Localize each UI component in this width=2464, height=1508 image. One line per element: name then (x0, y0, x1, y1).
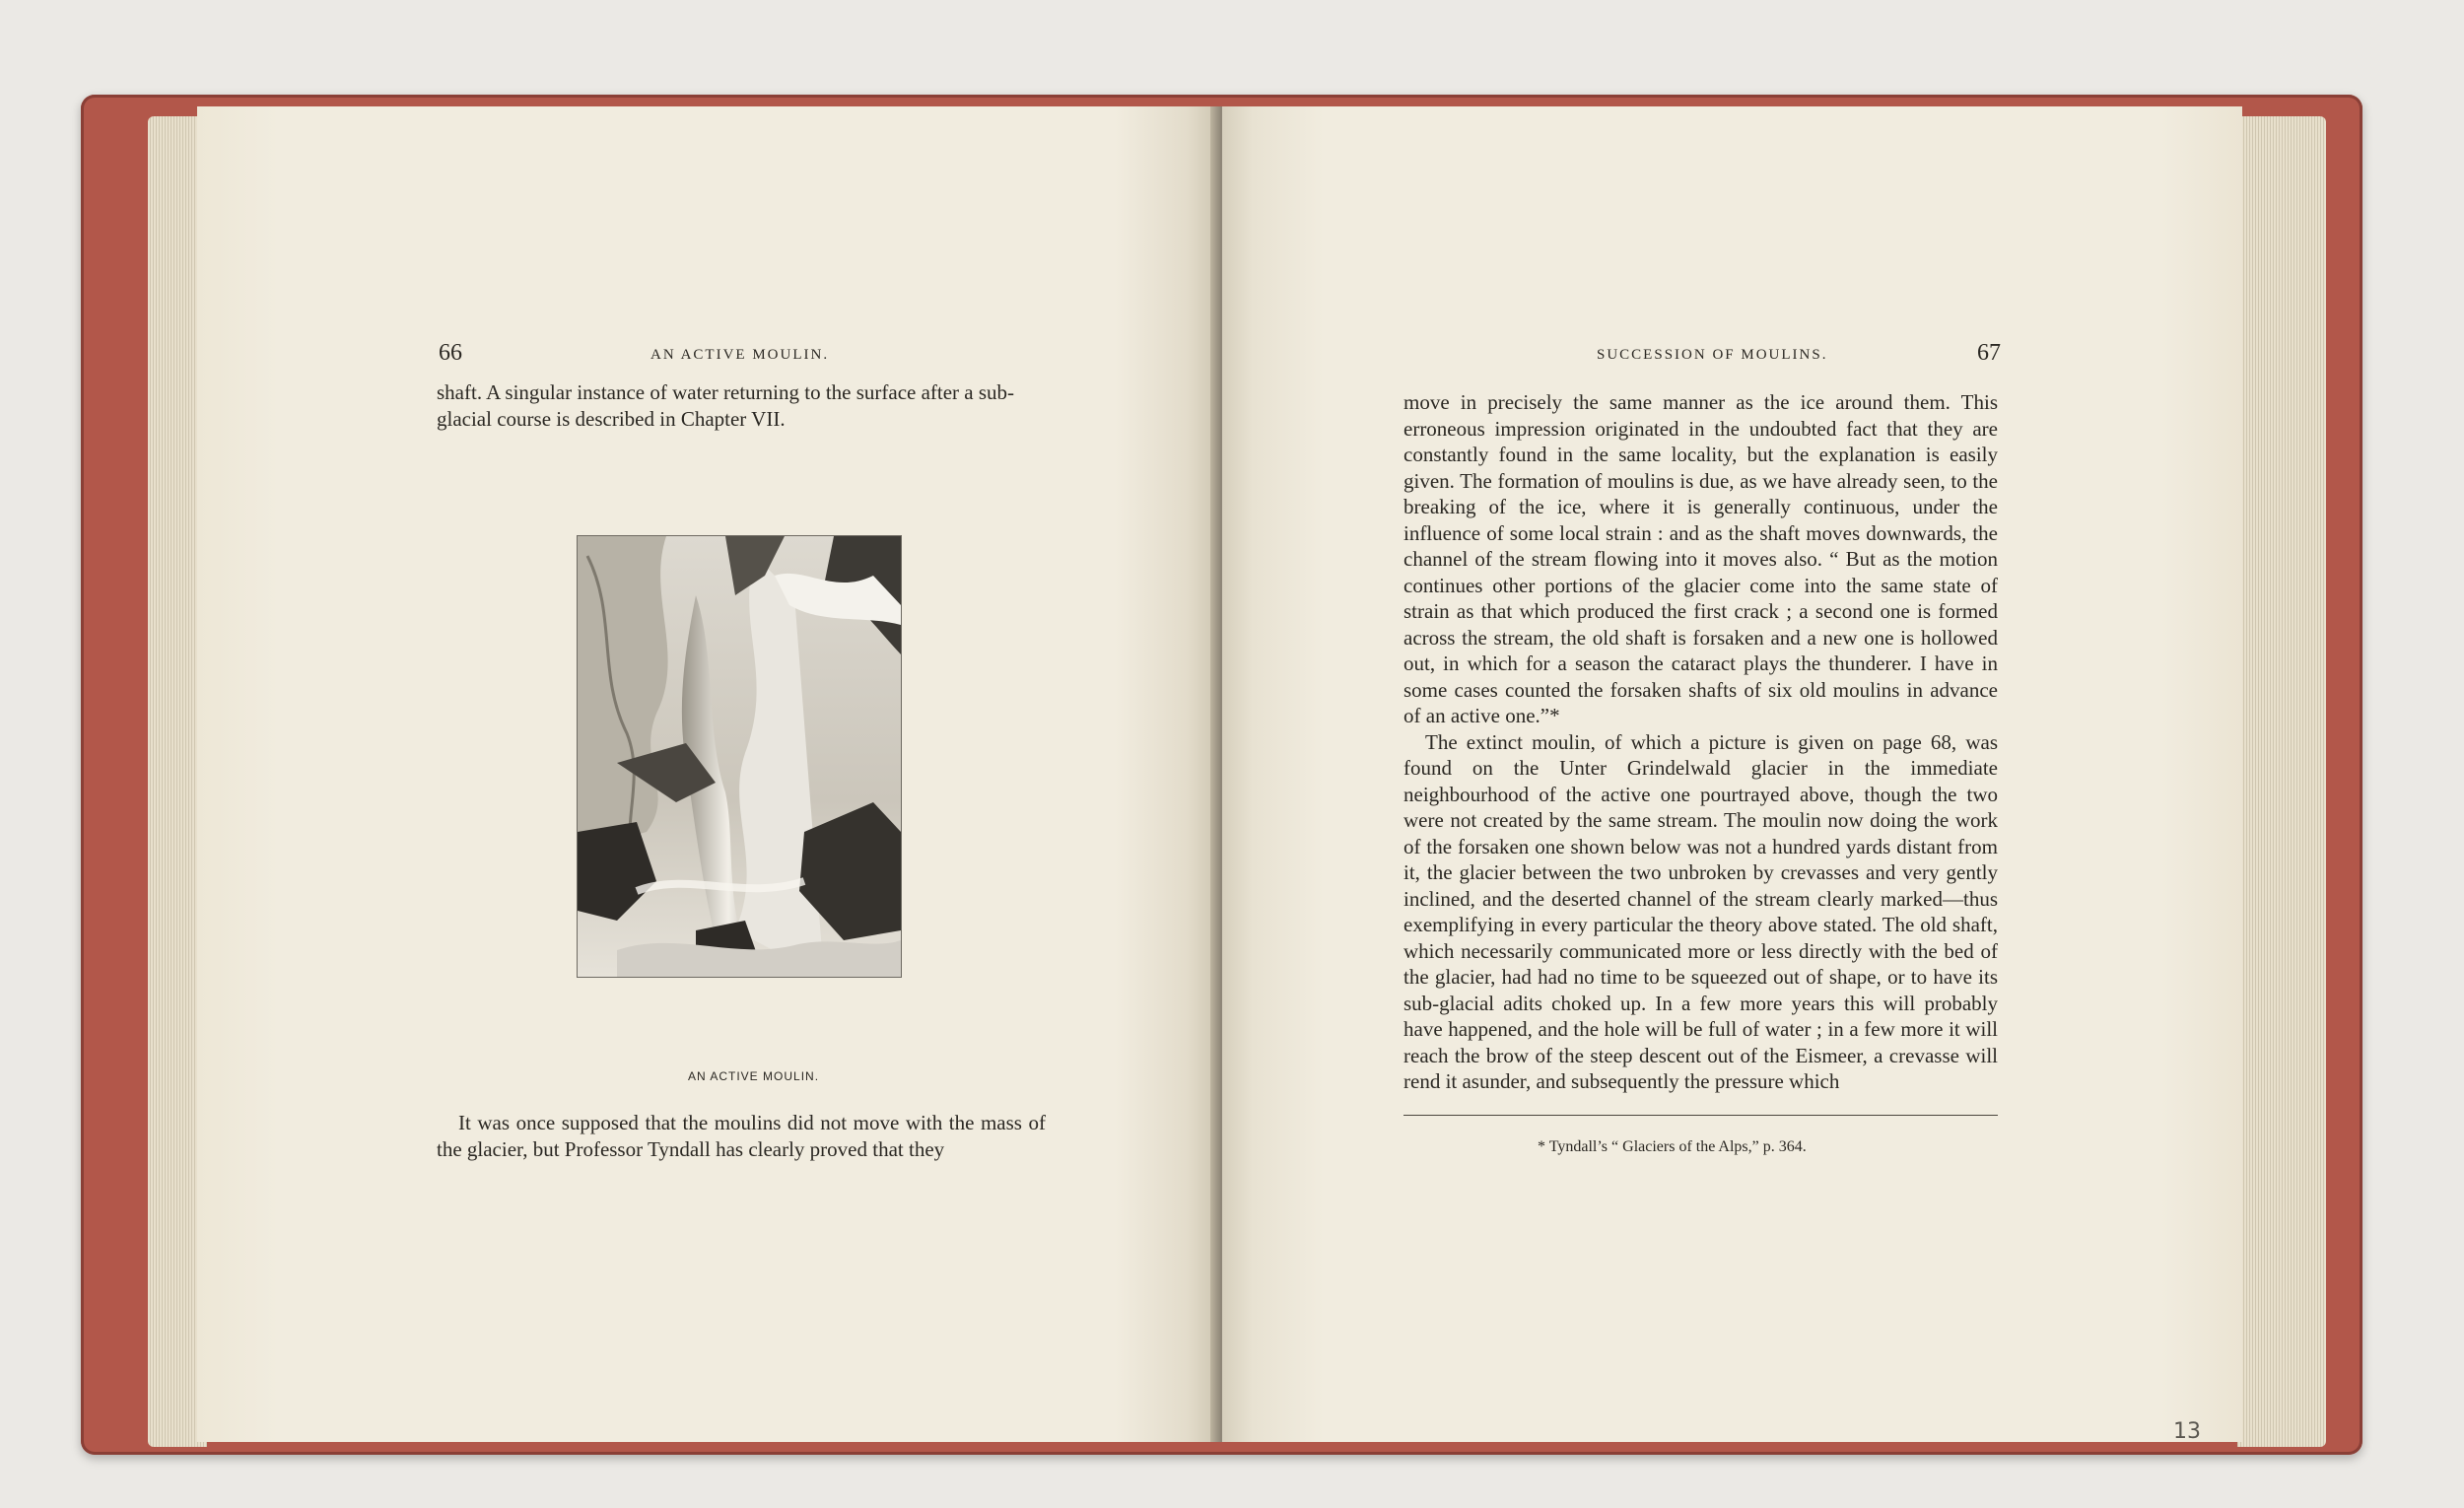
left-paragraph-bottom: It was once supposed that the moulins did not move with the mass of the glacier, but Professor Tyndall has clearly proved that they (437, 1111, 1046, 1161)
moulin-photograph (577, 535, 902, 978)
footnote: * Tyndall’s “ Glaciers of the Alps,” p. 364. (1538, 1138, 1807, 1155)
photo-caption: AN ACTIVE MOULIN. (688, 1069, 820, 1083)
right-text-block (1403, 389, 1998, 1095)
footnote-rule (1403, 1115, 1998, 1116)
left-running-head: AN ACTIVE MOULIN. (650, 347, 830, 363)
right-paragraph-2: The extinct moulin, of which a picture is given on page 68, was found on the Unter Grindelwald glacier in the immediate neighbourhood of the active one pourtrayed above, though the two were not created by the same stream. The moulin now doing the work of the forsaken one shown below was not a hundred yards distant from it, the glacier between the two unbroken by crevasses and very gently inclined, and the deserted channel of the stream clearly marked—thus exemplifying in every particular the theory above stated. The old shaft, which necessarily communicated more or less directly with the bed of the glacier, had had no time to be squeezed out of shape, or to have its sub-glacial adits choked up. In a few more years this will probably have happened, and the hole will be full of water ; in a few more it will reach the brow of the steep descent out of the Eismeer, a crevasse will rend it asunder, and subsequently the pressure which (1403, 729, 1998, 1093)
handwritten-mark: 13 (2173, 1419, 2201, 1444)
right-running-head: SUCCESSION OF MOULINS. (1597, 347, 1828, 363)
right-page-number: 67 (1977, 340, 2001, 366)
page-edges-right (2237, 116, 2326, 1447)
left-page-number: 66 (439, 340, 462, 366)
left-paragraph-top: shaft. A singular instance of water returning to the surface after a sub-glacial course is described in Chapter VII. (437, 380, 1015, 431)
right-paragraph-1: move in precisely the same manner as the ice around them. This erroneous impression originated in the undoubted fact that they are constantly found in the same locality, but the explanation is easily given. The formation of moulins is due, as we have already seen, to the breaking of the ice, where it is generally continuous, under the influence of some local strain : and as the shaft moves downwards, the channel of the stream flowing into it moves also. “ But as the motion continues other portions of the glacier come into the same state of strain as that which produced the first crack ; a second one is formed across the stream, the old shaft is forsaken and a new one is hollowed out, in which for a season the cataract plays the thunderer. I have in some cases counted the forsaken shafts of six old moulins in advance of an active one.”* (1403, 390, 1998, 727)
